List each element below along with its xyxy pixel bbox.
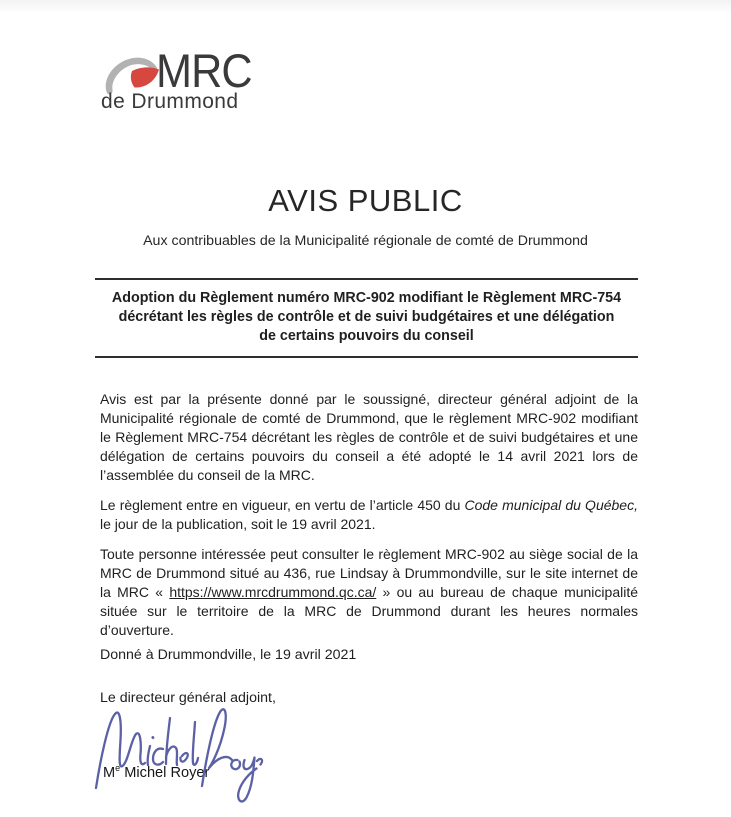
paragraph-2-text: Le règlement entre en vigueur, en vertu de l’article 450 du	[100, 497, 465, 513]
paragraph-consultation	[100, 545, 638, 640]
notice-heading-line: de certains pouvoirs du conseil	[259, 328, 474, 344]
heading-rule-bottom	[95, 356, 638, 358]
paragraph-2-text-end: le jour de la publication, soit le 19 avril 2021.	[100, 516, 376, 532]
notice-body	[100, 390, 638, 640]
signer-honorific-sup: e	[115, 763, 121, 774]
signature-michel-royer	[90, 700, 265, 812]
signoff: Le directeur général adjoint,	[100, 690, 276, 706]
paragraph-3-text: Toute personne intéressée peut consulter le règlement MRC-902 au siège social de la MRC de Drummond situé au 436, rue Lindsay à Drummondville, sur le site internet de la MRC «	[100, 546, 638, 600]
signer-fullname: Michel Royer	[124, 765, 210, 781]
logo-acronym: MRC	[156, 44, 252, 97]
signer-name	[103, 765, 209, 781]
page-subtitle: Aux contribuables de la Municipalité régionale de comté de Drummond	[143, 233, 588, 249]
notice-heading-line: décrétant les règles de contrôle et de suivi budgétaires et une délégation	[118, 309, 615, 325]
heading-rule-top	[95, 278, 638, 280]
page-title: AVIS PUBLIC	[268, 183, 463, 218]
notice-heading	[95, 289, 638, 346]
signer-honorific: M	[103, 765, 116, 781]
code-municipal-reference: Code municipal du Québec,	[464, 497, 638, 513]
logo-region: de Drummond	[101, 90, 239, 113]
dateline: Donné à Drummondville, le 19 avril 2021	[100, 647, 357, 663]
paragraph-adoption: Avis est par la présente donné par le soussigné, directeur général adjoint de la Municipalité régionale de comté de Drummond, que le règlement MRC-902 modifiant le Règlement MRC-754 décrétant les règles de contrôle et de suivi budgétaires et une délégation de certains pouvoirs du conseil a été adopté le 14 avril 2021 lors de l’assemblée du conseil de la MRC.	[100, 391, 638, 483]
mrcdrummond-link[interactable]: https://www.mrcdrummond.qc.ca/	[169, 584, 377, 600]
paragraph-3-text-end: » ou au bureau de chaque municipalité située sur le territoire de la MRC de Drummond durant les heures normales d’ouverture.	[100, 584, 638, 638]
notice-heading-line: Adoption du Règlement numéro MRC-902 modifiant le Règlement MRC-754	[111, 290, 622, 306]
paragraph-entry-into-force	[100, 496, 638, 534]
